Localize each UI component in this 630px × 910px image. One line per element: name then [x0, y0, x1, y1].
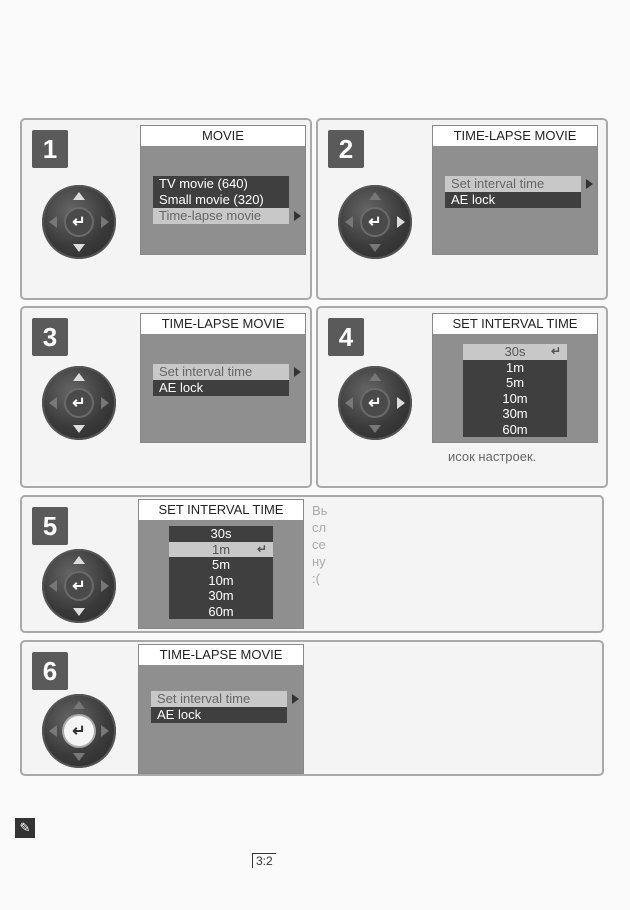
multi-selector-icon — [42, 549, 116, 623]
pencil-icon: ✎ — [15, 818, 35, 838]
step-panel-1 — [20, 118, 312, 300]
menu-item-selected: Set interval time — [151, 691, 287, 707]
menu-item-selected: Set interval time — [153, 364, 289, 380]
camera-screen — [432, 313, 598, 443]
step-panel-5 — [20, 495, 604, 633]
list-item: 30m — [463, 406, 567, 422]
enter-icon: ↵ — [64, 571, 94, 601]
menu-item: TV movie (640) — [153, 176, 289, 192]
enter-icon: ↵ — [550, 344, 561, 358]
list-item: 30m — [169, 588, 273, 604]
list-item: 30s — [169, 526, 273, 542]
list-item-selected: 1m ↵ — [169, 542, 273, 558]
list-item: 1m — [463, 360, 567, 376]
step-panel-6 — [20, 640, 604, 776]
camera-screen — [138, 644, 304, 774]
screen-title: TIME-LAPSE MOVIE — [433, 126, 597, 147]
step-number: 1 — [32, 130, 68, 168]
caret-right-icon — [292, 694, 299, 704]
list-item: 5m — [169, 557, 273, 573]
camera-screen — [140, 313, 306, 443]
camera-screen — [432, 125, 598, 255]
menu-item: AE lock — [153, 380, 289, 396]
menu-item: Small movie (320) — [153, 192, 289, 208]
menu-item-selected: Time-lapse movie — [153, 208, 289, 224]
screen-title: SET INTERVAL TIME — [433, 314, 597, 335]
list-item: 60m — [169, 604, 273, 620]
enter-icon: ↵ — [360, 207, 390, 237]
enter-icon: ↵ — [64, 388, 94, 418]
step-panel-3 — [20, 306, 312, 488]
step-number: 5 — [32, 507, 68, 545]
step-number: 2 — [328, 130, 364, 168]
list-item-selected: 30s ↵ — [463, 344, 567, 360]
step-panel-4 — [316, 306, 608, 488]
caption-text: исок настроек. — [448, 449, 537, 464]
step-number: 6 — [32, 652, 68, 690]
step-panel-2 — [316, 118, 608, 300]
enter-icon: ↵ — [64, 207, 94, 237]
list-item: 10m — [169, 573, 273, 589]
menu-item-selected: Set interval time — [445, 176, 581, 192]
screen-title: TIME-LAPSE MOVIE — [141, 314, 305, 335]
multi-selector-icon — [42, 694, 116, 768]
list-item: 60m — [463, 422, 567, 438]
enter-icon: ↵ — [360, 388, 390, 418]
side-text: Вь сл се ну :( — [312, 503, 328, 586]
screen-title: MOVIE — [141, 126, 305, 147]
multi-selector-icon — [338, 185, 412, 259]
step-number: 4 — [328, 318, 364, 356]
camera-screen — [140, 125, 306, 255]
multi-selector-icon — [42, 185, 116, 259]
caret-right-icon — [294, 367, 301, 377]
screen-title: TIME-LAPSE MOVIE — [139, 645, 303, 666]
caret-right-icon — [586, 179, 593, 189]
multi-selector-icon — [338, 366, 412, 440]
multi-selector-icon — [42, 366, 116, 440]
caret-right-icon — [294, 211, 301, 221]
list-item: 10m — [463, 391, 567, 407]
enter-icon: ↵ — [256, 541, 267, 556]
menu-item: AE lock — [151, 707, 287, 723]
screen-title: SET INTERVAL TIME — [139, 500, 303, 521]
menu-item: AE lock — [445, 192, 581, 208]
enter-icon: ↵ — [64, 716, 94, 746]
camera-screen — [138, 499, 304, 629]
list-item: 5m — [463, 375, 567, 391]
step-number: 3 — [32, 318, 68, 356]
page-number: 3:2 — [252, 853, 276, 868]
